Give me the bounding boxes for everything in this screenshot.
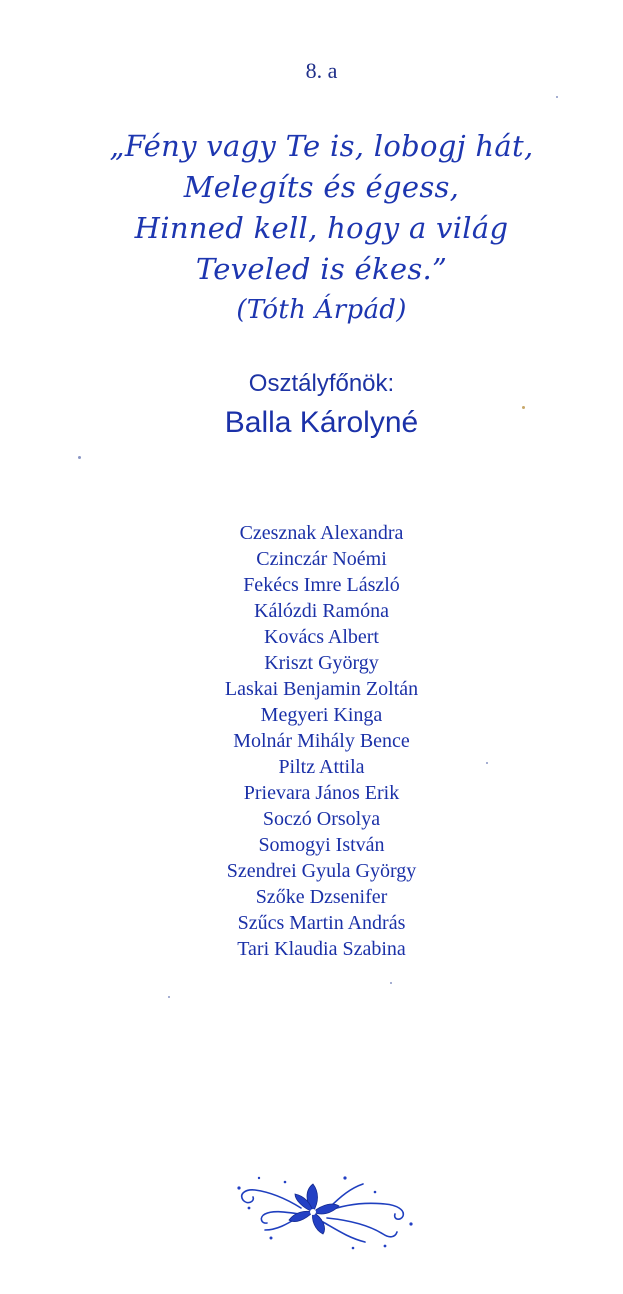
scan-speck <box>390 982 392 984</box>
student-name: Laskai Benjamin Zoltán <box>224 678 419 700</box>
student-name: Czinczár Noémi <box>256 548 387 570</box>
scan-speck <box>556 96 558 98</box>
student-name: Somogyi István <box>258 834 385 856</box>
student-name: Czesznak Alexandra <box>239 522 404 544</box>
floral-flourish-icon <box>225 1168 425 1252</box>
poem-line: Hinned kell, hogy a világ <box>134 211 509 245</box>
poem-author: (Tóth Árpád) <box>236 295 407 325</box>
student-name: Kovács Albert <box>264 626 379 648</box>
poem-quote <box>0 126 623 331</box>
scan-speck <box>486 762 488 764</box>
student-name: Fekécs Imre László <box>243 574 400 596</box>
scan-speck <box>522 406 525 409</box>
student-name: Szendrei Gyula György <box>226 860 417 882</box>
student-name: Szőke Dzsenifer <box>255 886 388 908</box>
scan-speck <box>78 456 81 459</box>
student-name: Molnár Mihály Bence <box>233 730 410 752</box>
scan-speck <box>168 996 170 998</box>
class-label: 8. a <box>305 58 338 83</box>
teacher-label: Osztályfőnök: <box>248 370 395 397</box>
student-name: Kriszt György <box>264 652 379 674</box>
student-name: Tari Klaudia Szabina <box>237 938 406 960</box>
student-name: Piltz Attila <box>278 756 365 778</box>
poem-line: Melegíts és égess, <box>183 170 460 204</box>
student-list <box>0 520 623 962</box>
student-name: Szűcs Martin András <box>237 912 406 934</box>
poem-line: „Fény vagy Te is, lobogj hát, <box>109 129 534 163</box>
poem-line: Teveled is ékes.” <box>195 252 448 286</box>
student-name: Kálózdi Ramóna <box>254 600 389 622</box>
teacher-name: Balla Károlyné <box>224 406 419 439</box>
student-name: Prievara János Erik <box>243 782 400 804</box>
student-name: Soczó Orsolya <box>262 808 381 830</box>
student-name: Megyeri Kinga <box>260 704 383 726</box>
